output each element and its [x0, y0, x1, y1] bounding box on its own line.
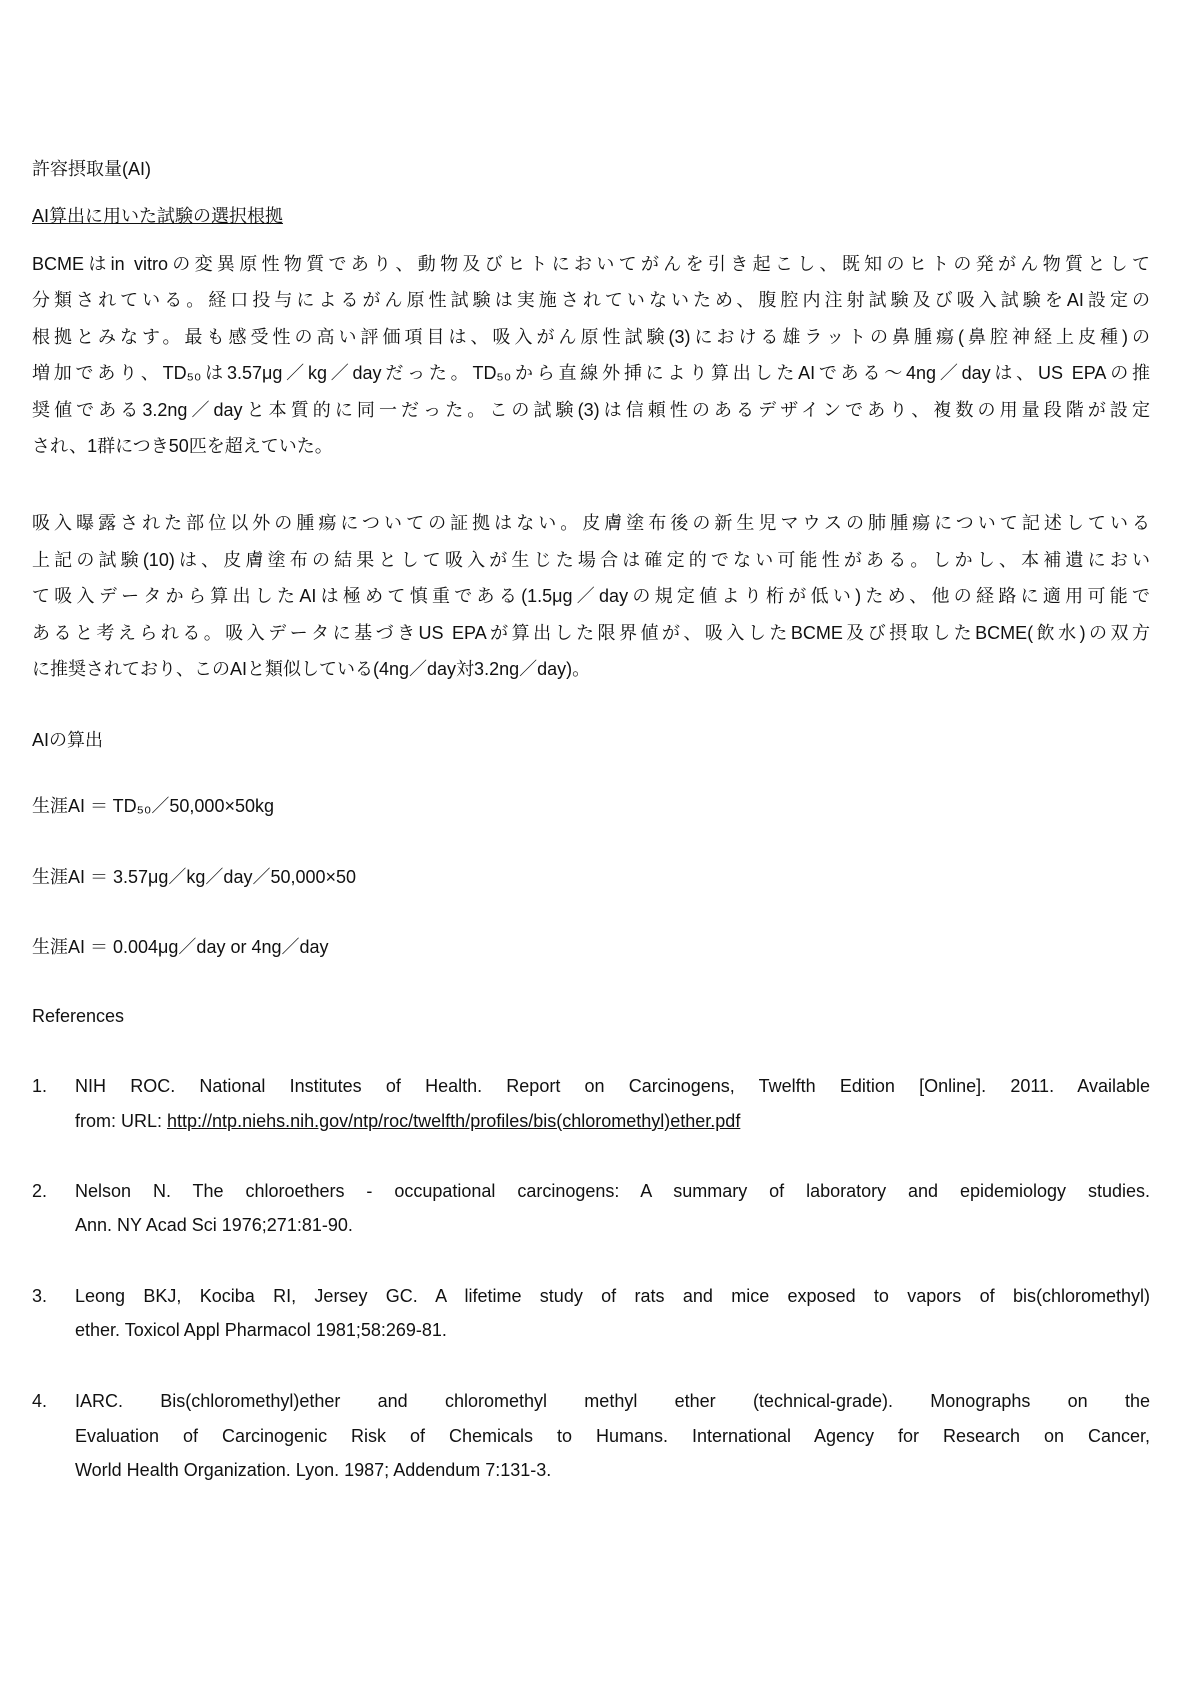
text-line: 奨値である3.2ng／dayと本質的に同一だった。この試験(3)は信頼性のあるデザインであり、複数の用量段階が設定 — [32, 399, 1150, 420]
formula-3: 生涯AI ＝ 0.004μg／day or 4ng／day — [32, 937, 329, 958]
page-heading: 許容摂取量(AI) — [32, 159, 151, 179]
reference-number: 2. — [32, 1180, 48, 1201]
text-line: あると考えられる。吸入データに基づきUS EPAが算出した限界値が、吸入したBCME及び摂取したBCME(飲水)の双方 — [32, 622, 1150, 643]
text-line: ether. Toxicol Appl Pharmacol 1981;58:269-81. — [75, 1320, 447, 1341]
text-line: Evaluation of Carcinogenic Risk of Chemicals to Humans. International Agency for Research on Cancer, — [75, 1425, 1150, 1446]
reference-text — [75, 1279, 1150, 1348]
reference-number: 4. — [32, 1391, 48, 1412]
reference-4 — [32, 1384, 1150, 1488]
formula-2: 生涯AI ＝ 3.57μg／kg／day／50,000×50 — [32, 867, 357, 888]
paragraph-other-routes — [32, 505, 1150, 687]
url-prefix: from: URL: — [75, 1111, 168, 1132]
reference-2 — [32, 1174, 1150, 1243]
text-line: IARC. Bis(chloromethyl)ether and chloromethyl methyl ether (technical-grade). Monographs on the — [75, 1391, 1150, 1412]
calc-heading: AIの算出 — [32, 730, 104, 751]
text-line: 上記の試験(10)は、皮膚塗布の結果として吸入が生じた場合は確定的でない可能性がある。しかし、本補遺におい — [32, 549, 1150, 570]
text-line: Leong BKJ, Kociba RI, Jersey GC. A lifetime study of rats and mice exposed to vapors of bis(chloromethyl) — [75, 1285, 1150, 1306]
text-line: て吸入データから算出したAIは極めて慎重である(1.5μg／dayの規定値より桁が低い)ため、他の経路に適用可能で — [32, 586, 1150, 607]
text-line: 分類されている。経口投与によるがん原性試験は実施されていないため、腹腔内注射試験及び吸入試験をAI設定の — [32, 290, 1150, 311]
reference-number: 1. — [32, 1076, 48, 1097]
text-line: World Health Organization. Lyon. 1987; Addendum 7:131-3. — [75, 1460, 552, 1481]
text-line: Ann. NY Acad Sci 1976;271:81-90. — [75, 1215, 353, 1236]
text-line: 吸入曝露された部位以外の腫瘍についての証拠はない。皮膚塗布後の新生児マウスの肺腫瘍について記述している — [32, 513, 1150, 534]
reference-text — [75, 1174, 1150, 1243]
text-line: Nelson N. The chloroethers - occupational carcinogens: A summary of laboratory and epidemiology studies. — [75, 1180, 1150, 1201]
text-line: され、1群につき50匹を超えていた。 — [32, 436, 333, 457]
references-heading: References — [32, 1006, 125, 1027]
subheading-text: AI算出に用いた試験の選択根拠 — [32, 206, 284, 226]
text-line: に推奨されており、このAIと類似している(4ng／day対3.2ng／day)。 — [32, 659, 591, 680]
reference-text — [75, 1384, 1150, 1488]
reference-text: NIH ROC. National Institutes of Health. Report on Carcinogens, Twelfth Edition [Online]. 2011. Available — [75, 1076, 1150, 1097]
reference-url-line — [75, 1104, 1150, 1139]
reference-number: 3. — [32, 1285, 48, 1306]
section-subheading — [32, 198, 1150, 234]
reference-link[interactable]: http://ntp.niehs.nih.gov/ntp/roc/twelfth/profiles/bis(chloromethyl)ether.pdf — [167, 1111, 741, 1132]
reference-3 — [32, 1279, 1150, 1348]
formula-1: 生涯AI ＝ TD₅₀／50,000×50kg — [32, 796, 274, 817]
reference-1 — [32, 1069, 1150, 1138]
text-line: BCMEはin vitroの変異原性物質であり、動物及びヒトにおいてがんを引き起こし、既知のヒトの発がん物質として — [32, 254, 1150, 274]
text-line: 増加であり、TD₅₀は3.57μg／kg／dayだった。TD₅₀から直線外挿により算出したAIである～4ng／dayは、US EPAの推 — [32, 363, 1150, 384]
text-line: 根拠とみなす。最も感受性の高い評価項目は、吸入がん原性試験(3)における雄ラットの鼻腫瘍(鼻腔神経上皮種)の — [32, 326, 1150, 347]
document-page — [32, 151, 1150, 1488]
paragraph-rationale — [32, 246, 1150, 464]
